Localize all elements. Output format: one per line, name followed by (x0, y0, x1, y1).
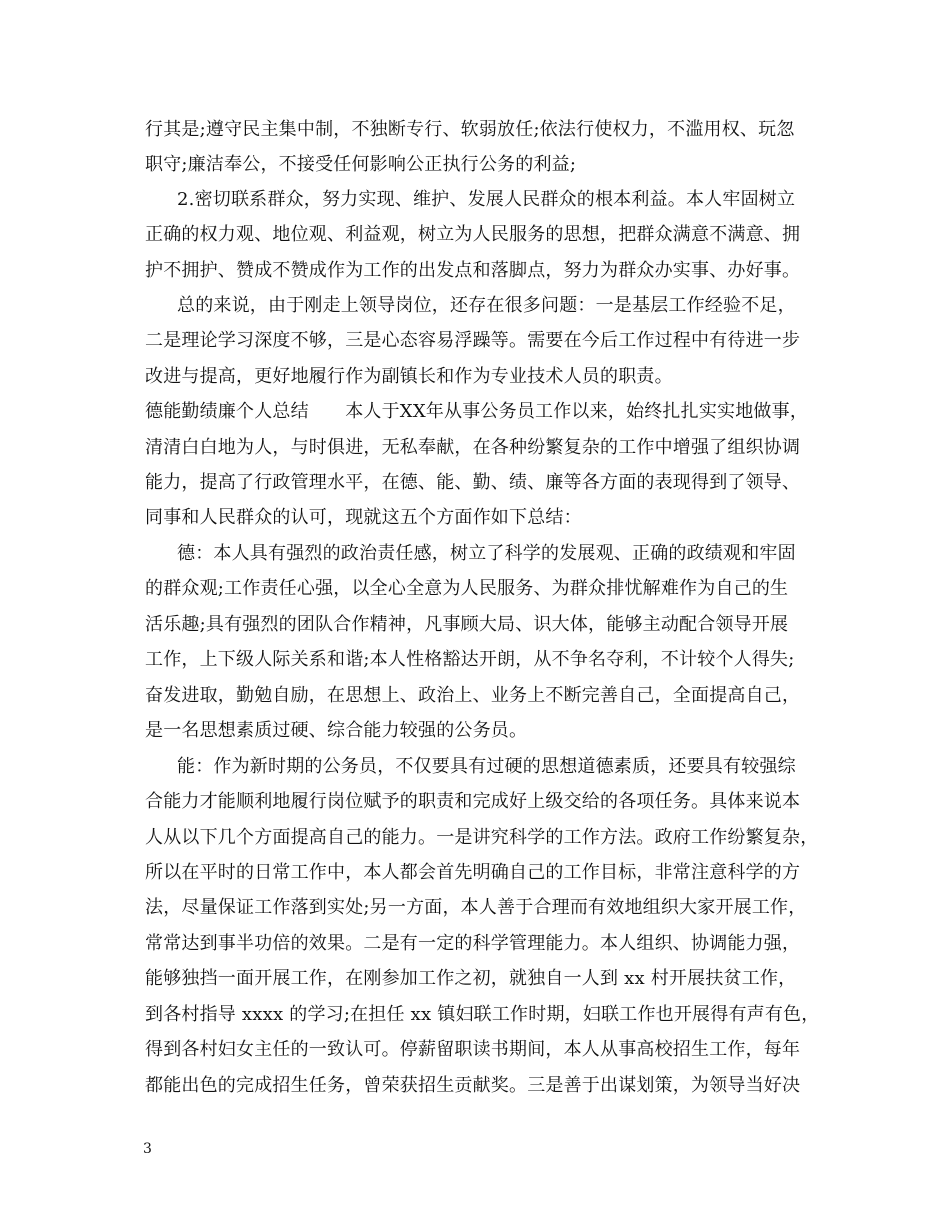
text-line: 的群众观;工作责任心强，以全心全意为人民服务、为群众排忧解难作为自己的生 (145, 578, 789, 599)
text-line: 是一名思想素质过硬、综合能力较强的公务员。 (145, 720, 528, 741)
text-line: 人从以下几个方面提高自己的能力。一是讲究科学的工作方法。政府工作纷繁复杂， (145, 827, 819, 848)
text-line: 能够独挡一面开展工作，在刚参加工作之初，就独自一人到 xx 村开展扶贫工作， (145, 968, 797, 989)
text-line: 奋发进取，勤勉自励，在思想上、政治上、业务上不断完善自己，全面提高自己， (145, 685, 801, 706)
text-line: 得到各村妇女主任的一致认可。停薪留职读书期间，本人从事高校招生工作，每年 (145, 1039, 801, 1060)
text-line: 能力，提高了行政管理水平，在德、能、勤、绩、廉等各方面的表现得到了领导、 (145, 472, 801, 493)
text-line: 清清白白地为人，与时俱进，无私奉献，在各种纷繁复杂的工作中增强了组织协调 (145, 437, 801, 458)
text-line: 法，尽量保证工作落到实处;另一方面，本人善于合理而有效地组织大家开展工作， (145, 897, 807, 918)
text-line: 行其是;遵守民主集中制，不独断专行、软弱放任;依法行使权力，不滥用权、玩忽 (145, 119, 795, 140)
text-line: 正确的权力观、地位观、利益观，树立为人民服务的思想，把群众满意不满意、拥 (145, 224, 801, 245)
text-line: 能：作为新时期的公务员，不仅要具有过硬的思想道德素质，还要具有较强综 (177, 756, 796, 777)
text-line: 总的来说，由于刚走上领导岗位，还存在很多问题：一是基层工作经验不足， (177, 295, 796, 316)
text-line: 护不拥护、赞成不赞成作为工作的出发点和落脚点，努力为群众办实事、办好事。 (145, 260, 801, 281)
text-line: 德：本人具有强烈的政治责任感，树立了科学的发展观、正确的政绩观和牢固 (177, 543, 796, 564)
text-line: 德能勤绩廉个人总结 本人于XX年从事公务员工作以来，始终扎扎实实地做事， (145, 401, 809, 422)
text-line: 所以在平时的日常工作中，本人都会首先明确自己的工作目标，非常注意科学的方 (145, 862, 801, 883)
text-line: 合能力才能顺利地履行岗位赋予的职责和完成好上级交给的各项任务。具体来说本 (145, 791, 801, 812)
text-line: 职守;廉洁奉公，不接受任何影响公正执行公务的利益; (145, 154, 577, 175)
text-line: 常常达到事半功倍的效果。二是有一定的科学管理能力。本人组织、协调能力强， (145, 933, 801, 954)
text-line: 工作，上下级人际关系和谐;本人性格豁达开朗，从不争名夺利，不计较个人得失; (145, 649, 795, 670)
text-line: 二是理论学习深度不够，三是心态容易浮躁等。需要在今后工作过程中有待进一步 (145, 330, 801, 351)
text-line: 都能出色的完成招生任务，曾荣获招生贡献奖。三是善于出谋划策，为领导当好决 (145, 1075, 801, 1096)
text-line: 改进与提高，更好地履行作为副镇长和作为专业技术人员的职责。 (145, 366, 673, 387)
text-line: 2.密切联系群众，努力实现、维护、发展人民群众的根本利益。本人牢固树立 (177, 189, 796, 210)
text-line: 活乐趣;具有强烈的团队合作精神，凡事顾大局、识大体，能够主动配合领导开展 (145, 614, 789, 635)
text-line: 到各村指导 xxxx 的学习;在担任 xx 镇妇联工作时期，妇联工作也开展得有声有色， (145, 1004, 820, 1025)
text-line: 同事和人民群众的认可，现就这五个方面作如下总结： (145, 507, 582, 528)
page-number: 3 (143, 1141, 152, 1157)
